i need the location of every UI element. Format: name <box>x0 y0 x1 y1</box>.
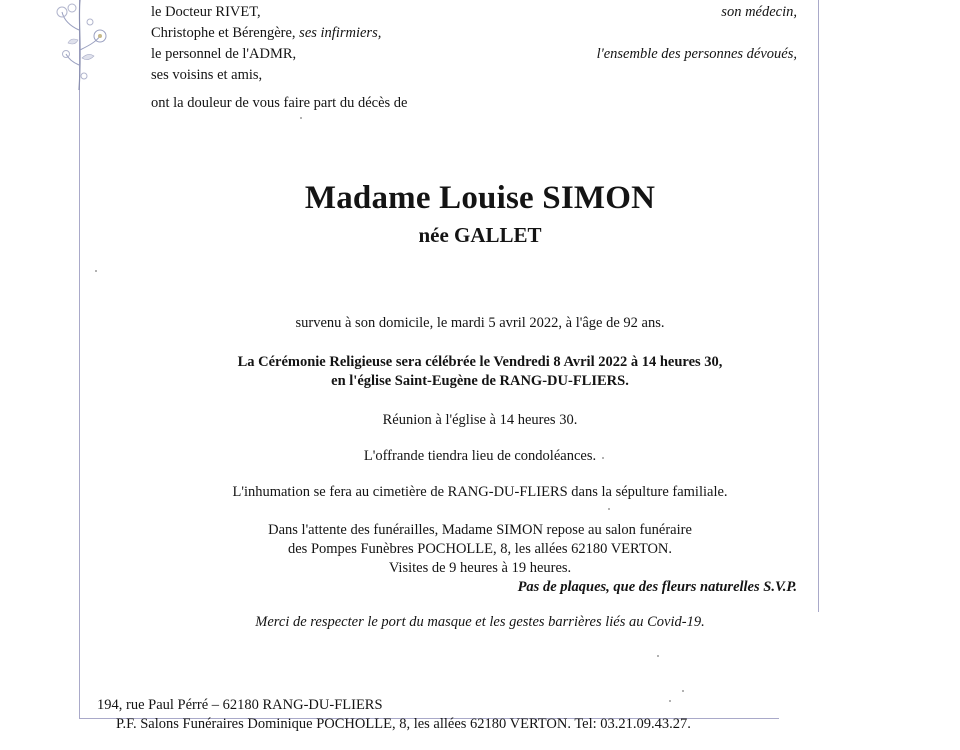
visiting-hours: Visites de 9 heures à 19 heures. <box>388 560 572 576</box>
deceased-maiden-name: née GALLET <box>418 223 542 247</box>
footer-address: 194, rue Paul Pérré – 62180 RANG-DU-FLIERS <box>97 697 383 713</box>
family-line-neighbours: ses voisins et amis, <box>151 67 263 83</box>
scan-speck <box>602 457 604 459</box>
scan-speck <box>669 700 671 702</box>
covid-note: Merci de respecter le port du masque et les gestes barrières liés au Covid-19. <box>255 614 705 630</box>
frame-right-border <box>818 0 819 612</box>
funeral-home-line-2: des Pompes Funèbres POCHOLLE, 8, les allées 62180 VERTON. <box>287 541 673 557</box>
nurses-names: Christophe et Bérengère, <box>151 25 296 41</box>
flower-sprig-icon <box>52 0 112 95</box>
staff-role: l'ensemble des personnes dévoués, <box>596 46 797 62</box>
nurses-role: ses infirmiers, <box>299 25 382 41</box>
announcement-intro: ont la douleur de vous faire part du décès de <box>151 95 408 111</box>
scan-speck <box>657 655 659 657</box>
death-details: survenu à son domicile, le mardi 5 avril 2022, à l'âge de 92 ans. <box>295 315 665 331</box>
reunion-note: Réunion à l'église à 14 heures 30. <box>382 412 578 428</box>
flowers-note: Pas de plaques, que des fleurs naturelles S.V.P. <box>517 579 797 595</box>
funeral-home-line-1: Dans l'attente des funérailles, Madame SIMON repose au salon funéraire <box>268 522 692 538</box>
family-line-doctor: le Docteur RIVET, <box>151 4 261 20</box>
doctor-role: son médecin, <box>721 4 797 20</box>
scan-speck <box>300 117 302 119</box>
offering-note: L'offrande tiendra lieu de condoléances. <box>363 448 597 464</box>
scan-speck <box>95 270 97 272</box>
family-line-admr: le personnel de l'ADMR, <box>151 46 297 62</box>
family-line-nurses <box>151 23 381 44</box>
footer-funeral-director: P.F. Salons Funéraires Dominique POCHOLLE, 8, les allées 62180 VERTON. Tel: 03.21.09.43.27. <box>116 716 691 732</box>
burial-note: L'inhumation se fera au cimetière de RANG-DU-FLIERS dans la sépulture familiale. <box>232 484 728 500</box>
ceremony-line-2: en l'église Saint-Eugène de RANG-DU-FLIERS. <box>331 373 629 389</box>
family-left-list <box>151 2 381 86</box>
scan-speck <box>682 690 684 692</box>
deceased-name: Madame Louise SIMON <box>304 180 656 216</box>
ceremony-line-1: La Cérémonie Religieuse sera célébrée le Vendredi 8 Avril 2022 à 14 heures 30, <box>237 354 723 370</box>
scan-speck <box>608 508 610 510</box>
